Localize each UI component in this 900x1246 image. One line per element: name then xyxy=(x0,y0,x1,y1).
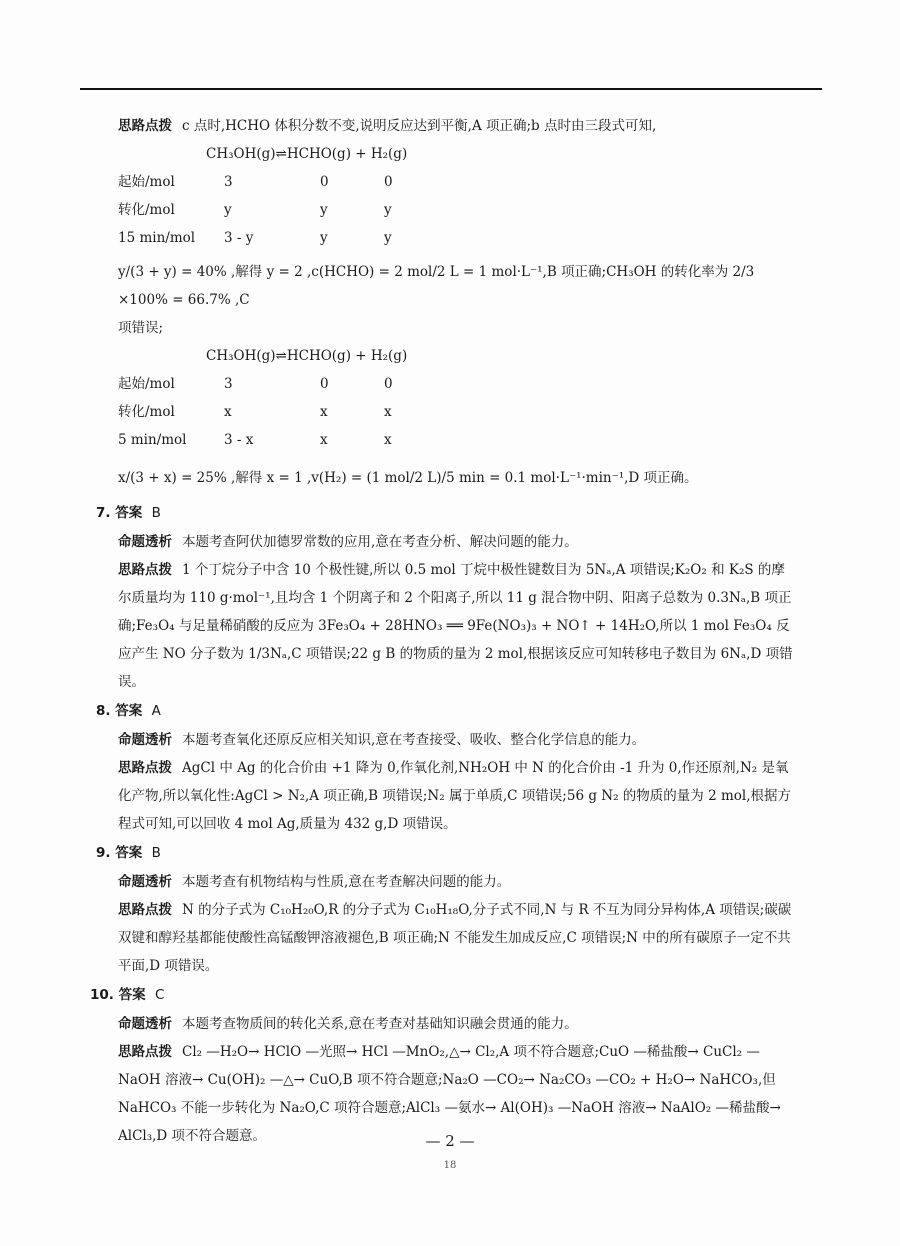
answer-heading: 10. 答案 C xyxy=(90,987,165,1003)
equation-1: CH₃OH(g)⇌HCHO(g) + H₂(g) xyxy=(206,146,408,162)
cell: 0 xyxy=(320,174,329,190)
answer-heading: 8. 答案 A xyxy=(96,703,161,719)
equation-2: CH₃OH(g)⇌HCHO(g) + H₂(g) xyxy=(206,348,408,364)
row-label: 转化/mol xyxy=(118,202,175,218)
header-rule xyxy=(80,88,822,90)
hint-label: 思路点拨 xyxy=(118,118,172,134)
cell: y xyxy=(320,230,328,246)
row-label: 5 min/mol xyxy=(118,432,187,448)
cell: x xyxy=(384,432,392,448)
question-10 xyxy=(90,980,798,1150)
table-row xyxy=(118,224,798,252)
question-9 xyxy=(96,838,798,980)
cell: y xyxy=(384,230,392,246)
table-row xyxy=(118,196,798,224)
question-7 xyxy=(96,498,798,696)
question-8 xyxy=(96,696,798,838)
cell: x xyxy=(320,432,328,448)
analysis: 命题透析 本题考查阿伏加德罗常数的应用,意在考查分析、解决问题的能力。 xyxy=(118,534,578,550)
cell: 3 - y xyxy=(224,230,254,246)
row-label: 转化/mol xyxy=(118,404,175,420)
table-row xyxy=(118,168,798,196)
cell: y xyxy=(320,202,328,218)
analysis: 命题透析 本题考查物质间的转化关系,意在考查对基础知识融会贯通的能力。 xyxy=(118,1016,578,1032)
page-number: — 2 — xyxy=(425,1132,475,1150)
analysis: 命题透析 本题考查有机物结构与性质,意在考查解决问题的能力。 xyxy=(118,874,511,890)
cell: 3 - x xyxy=(224,432,254,448)
table-row xyxy=(118,370,798,398)
cell: 3 xyxy=(224,174,233,190)
hint: 思路点拨 Cl₂ —H₂O→ HClO —光照→ HCl —MnO₂,△→ Cl₂,A 项不符合题意;CuO —稀盐酸→ CuCl₂ —NaOH 溶液→ Cu(OH)₂ —△→ CuO,B 项不符合题意;Na₂O —CO₂→ Na₂CO₃ —CO₂ + H₂O→ NaHCO₃,但 NaHCO₃ 不能一步转化为 Na₂O,C 项符合题意;AlCl₃ —氨水→ Al(OH)₃ —NaOH 溶液→ NaAlO₂ —稀盐酸→ AlCl₃,D 项不符合题意。 xyxy=(118,1044,781,1144)
hint: 思路点拨 N 的分子式为 C₁₀H₂₀O,R 的分子式为 C₁₀H₁₈O,分子式不同,N 与 R 不互为同分异构体,A 项错误;碳碳双键和醇羟基都能使酸性高锰酸钾溶液褪色,B 项正确;N 不能发生加成反应,C 项错误;N 中的所有碳原子一定不共平面,D 项错误。 xyxy=(118,902,792,974)
answer-heading: 7. 答案 B xyxy=(96,505,161,521)
table-row xyxy=(118,426,798,454)
cell: y xyxy=(224,202,232,218)
hint-text: c 点时,HCHO 体积分数不变,说明反应达到平衡,A 项正确;b 点时由三段式可知, xyxy=(182,118,657,134)
calculation-1: y/(3 + y) = 40% ,解得 y = 2 ,c(HCHO) = 2 mol/2 L = 1 mol·L⁻¹,B 项正确;CH₃OH 的转化率为 2/3 ×100% = 66.7% ,C xyxy=(118,264,755,308)
row-label: 起始/mol xyxy=(118,376,175,392)
hint: 思路点拨 AgCl 中 Ag 的化合价由 +1 降为 0,作氧化剂,NH₂OH 中 N 的化合价由 -1 升为 0,作还原剂,N₂ 是氧化产物,所以氧化性:AgCl > N₂,A 项正确,B 项错误;N₂ 属于单质,C 项错误;56 g N₂ 的物质的量为 2 mol,根据方程式可知,可以回收 4 mol Ag,质量为 432 g,D 项错误。 xyxy=(118,760,791,832)
table-row xyxy=(118,398,798,426)
answer-content xyxy=(90,112,798,1150)
cell: x xyxy=(224,404,232,420)
analysis: 命题透析 本题考查氧化还原反应相关知识,意在考查接受、吸收、整合化学信息的能力。 xyxy=(118,732,646,748)
three-step-table-2 xyxy=(118,370,798,454)
calculation-1-cont: 项错误; xyxy=(118,320,164,336)
cell: 0 xyxy=(320,376,329,392)
q6-hint xyxy=(118,112,798,140)
hint: 思路点拨 1 个丁烷分子中含 10 个极性键,所以 0.5 mol 丁烷中极性键数目为 5Nₐ,A 项错误;K₂O₂ 和 K₂S 的摩尔质量均为 110 g·mol⁻¹,且均含 1 个阴离子和 2 个阳离子,所以 11 g 混合物中阴、阳离子总数为 0.3Nₐ,B 项正确;Fe₃O₄ 与足量稀硝酸的反应为 3Fe₃O₄ + 28HNO₃ ══ 9Fe(NO₃)₃ + NO↑ + 14H₂O,所以 1 mol Fe₃O₄ 反应产生 NO 分子数为 1/3Nₐ,C 项错误;22 g B 的物质的量为 2 mol,根据该反应可知转移电子数目为 6Nₐ,D 项错误。 xyxy=(118,562,793,690)
cell: y xyxy=(384,202,392,218)
row-label: 起始/mol xyxy=(118,174,175,190)
cell: 0 xyxy=(384,174,393,190)
cell: 0 xyxy=(384,376,393,392)
answer-heading: 9. 答案 B xyxy=(96,845,161,861)
row-label: 15 min/mol xyxy=(118,230,196,246)
cell: x xyxy=(320,404,328,420)
calculation-2: x/(3 + x) = 25% ,解得 x = 1 ,v(H₂) = (1 mol/2 L)/5 min = 0.1 mol·L⁻¹·min⁻¹,D 项正确。 xyxy=(118,470,698,486)
cell: 3 xyxy=(224,376,233,392)
cell: x xyxy=(384,404,392,420)
three-step-table-1 xyxy=(118,168,798,252)
page-number-small: 18 xyxy=(443,1160,457,1171)
